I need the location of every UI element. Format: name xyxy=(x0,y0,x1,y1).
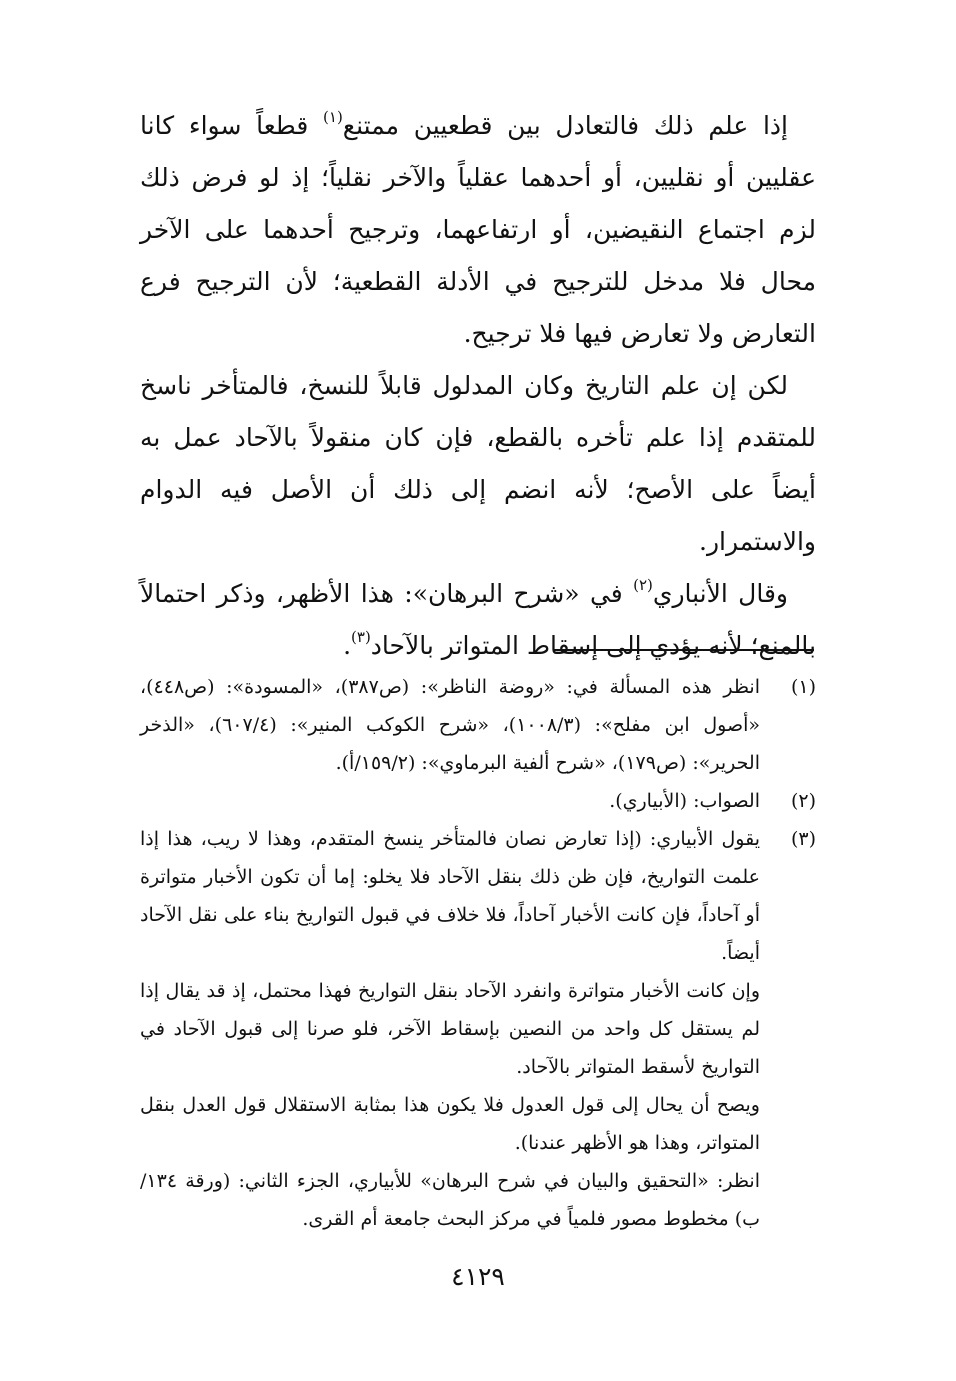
footnote-text: الصواب: (الأبياري). xyxy=(609,790,760,812)
footnote-2 xyxy=(140,782,816,820)
footnote-number: (٢) xyxy=(790,790,816,812)
footnote-1 xyxy=(140,668,816,782)
footnote-text: يقول الأبياري: (إذا تعارض نصان فالمتأخر ينسخ المتقدم، وهذا لا ريب، هذا إذا علمت التواريخ، فإن ظن ذلك بنقل الآحاد فلا يخلو: إما أن تكون الأخبار متواترة أو آحاداً، فإن كانت الأخبار آحاداً، فلا خلاف في قبول التواريخ بناء على نقل الآحاد أيضاً. xyxy=(140,828,760,964)
page-number: ٤١٢٩ xyxy=(451,1262,505,1291)
footnote-text: ويصح أن يحال إلى قول العدول فلا يكون هذا بمثابة الاستقلال قول العدل بنقل المتواتر، وهذا هو الأظهر عندنا). xyxy=(140,1094,760,1154)
paragraph-3-text-b: في «شرح البرهان»: هذا الأظهر، وذكر احتمالاً بالمنع؛ لأنه يؤدي إلى إسقاط المتواتر بالآحاد xyxy=(140,579,816,660)
footnote-text: انظر: «التحقيق والبيان في شرح البرهان» للأبياري، الجزء الثاني: (ورقة ١٣٤/ب) مخطوط مصور فلمياً في مركز البحث جامعة أم القرى. xyxy=(140,1170,760,1230)
paragraph-2: لكن إن علم التاريخ وكان المدلول قابلاً للنسخ، فالمتأخر ناسخ للمتقدم إذا علم تأخره بالقطع، فإن كان منقولاً بالآحاد عمل به أيضاً على الأصح؛ لأنه انضم إلى ذلك أن الأصل فيه الدوام والاستمرار. xyxy=(140,371,816,556)
paragraph-3-text-a: وقال الأنباري xyxy=(652,579,788,608)
footnote-number: (١) xyxy=(790,676,816,698)
footnote-separator xyxy=(554,649,814,651)
paragraph-3 xyxy=(140,568,816,672)
footnote-3 xyxy=(140,820,816,1238)
footnotes xyxy=(140,668,816,1238)
main-text xyxy=(140,100,816,672)
footnote-ref-2[interactable]: (٢) xyxy=(633,576,653,594)
footnote-number: (٣) xyxy=(790,828,816,850)
footnote-text: انظر هذه المسألة في: «روضة الناظر»: (ص٣٨٧)، «المسودة»: (ص٤٤٨)، «أصول ابن مفلح»: (١٠٠٨/٣)، «شرح الكوكب المنير»: (٦٠٧/٤)، «الذخر الحرير»: (ص١٧٩)، «شرح ألفية البرماوي»: (١٥٩/٢/أ). xyxy=(140,676,761,774)
footnote-ref-3[interactable]: (٣) xyxy=(351,628,371,646)
footnote-text: وإن كانت الأخبار متواترة وانفرد الآحاد بنقل التواريخ فهذا محتمل، إذ قد يقال إذا لم يستقل كل واحد من النصين بإسقاط الآخر، فلو صرنا إلى قبول الآحاد في التواريخ لأسقط المتواتر بالآحاد. xyxy=(140,980,760,1078)
paragraph-1 xyxy=(140,100,816,360)
footnote-ref-1[interactable]: (١) xyxy=(323,108,343,126)
paragraph-3-text-c: . xyxy=(343,631,352,660)
paragraph-1-text-a: إذا علم ذلك فالتعادل بين قطعيين ممتنع xyxy=(342,111,789,140)
paragraph-1-text-b: قطعاً سواء كانا عقليين أو نقليين، أو أحدهما عقلياً والآخر نقلياً؛ إذ لو فرض ذلك لزم اجتماع النقيضين، أو ارتفاعهما، وترجيح أحدهما على الآخر محال فلا مدخل للترجيح في الأدلة القطعية؛ لأن الترجيح فرع التعارض ولا تعارض فيها فلا ترجيح. xyxy=(140,111,816,348)
